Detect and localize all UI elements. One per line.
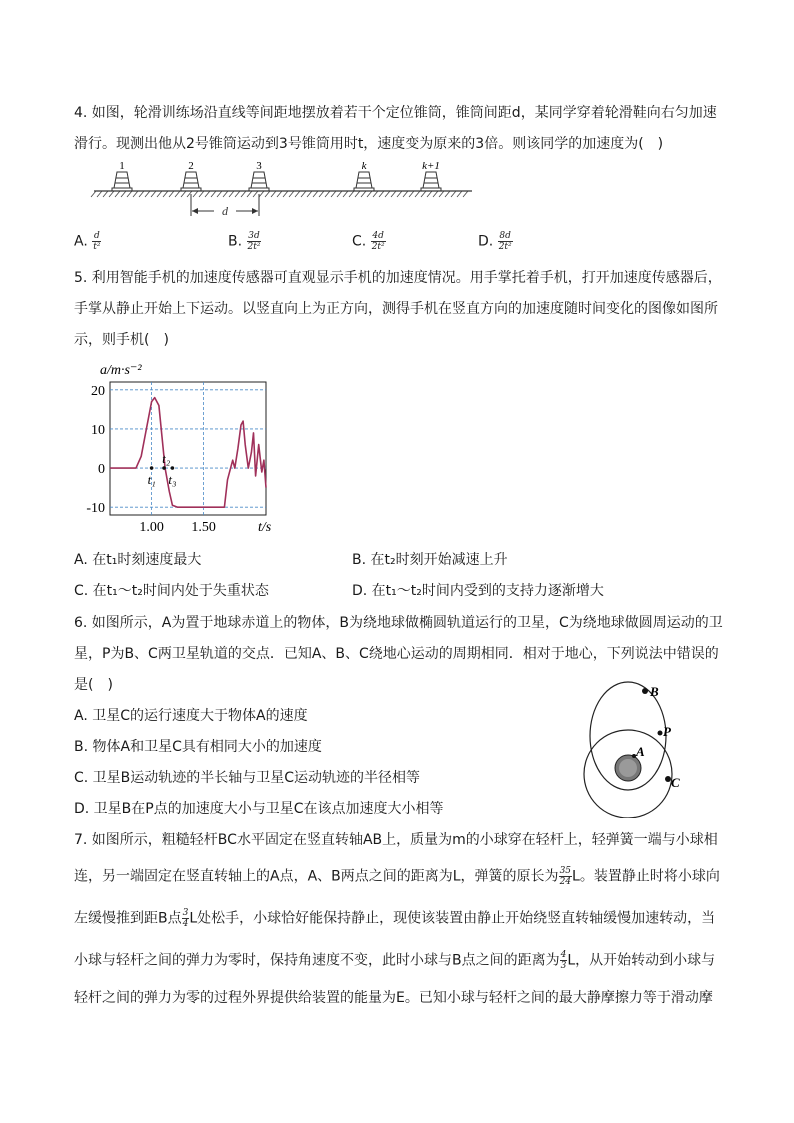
time-marker-label: t₁ bbox=[147, 472, 156, 488]
y-tick-label: 0 bbox=[98, 462, 105, 478]
x-axis-label: t/s bbox=[258, 520, 272, 535]
q6-stem-line1: 6. 如图所示，A为置于地球赤道上的物体，B为绕地球做椭圆轨道运行的卫星，C为绕地球做圆周运动的卫 bbox=[74, 615, 723, 631]
label-p: P bbox=[663, 724, 671, 739]
q7-stem-line2: 连，另一端固定在竖直转轴上的A点，A、B两点之间的距离为L，弹簧的原长为 $\frac{35}{24}$ L。装置静止时将小球向 bbox=[74, 866, 720, 887]
q6-stem-line3: 是( ) bbox=[74, 677, 113, 693]
q4-stem-line2: 滑行。现测出他从2号锥筒运动到3号锥筒用时t，速度变为原来的3倍。则该同学的加速度为( ) bbox=[74, 136, 664, 152]
y-tick-label: 10 bbox=[91, 422, 105, 438]
q4-option-a[interactable]: A. $\frac{d}{\text{t²}}$ bbox=[74, 231, 101, 252]
q4-option-d[interactable]: D. $\frac{8d}{\text{2t²}}$ bbox=[478, 231, 512, 252]
cone-k bbox=[354, 160, 374, 191]
cone-label: 3 bbox=[256, 160, 262, 172]
q5-option-b[interactable]: B. 在t₂时刻开始减速上升 bbox=[352, 552, 508, 568]
cone-2 bbox=[181, 160, 201, 191]
q7-stem-line4: 小球与轻杆之间的弹力为零时，保持角速度不变，此时小球与B点之间的距离为 $\frac{4}{3}$ L，从开始转动到小球与 bbox=[74, 950, 716, 971]
spacing-label: d bbox=[222, 204, 228, 218]
x-tick-label: 1.50 bbox=[191, 520, 216, 535]
q5-stem-line2: 手掌从静止开始上下运动。以竖直向上为正方向，测得手机在竖直方向的加速度随时间变化的图像如图所 bbox=[74, 301, 718, 317]
orbit-figure bbox=[572, 678, 702, 818]
acceleration-chart bbox=[74, 360, 284, 538]
y-tick-label: -10 bbox=[86, 501, 105, 517]
intersection-p-dot bbox=[658, 731, 663, 736]
q7-stem-line3: 左缓慢推到距B点 $\frac{3}{4}$ L处松手，小球恰好能保持静止，现使该装置由静止开始绕竖直转轴缓慢加速转动，当 bbox=[74, 908, 716, 929]
q4-option-c[interactable]: C. $\frac{4d}{\text{2t²}}$ bbox=[352, 231, 385, 252]
label-c: C bbox=[671, 775, 680, 790]
q5-stem-line3: 示，则手机( ) bbox=[74, 332, 169, 348]
plot-frame bbox=[110, 382, 266, 515]
q6-option-b[interactable]: B. 物体A和卫星C具有相同大小的加速度 bbox=[74, 739, 322, 755]
q4-option-b[interactable]: B. $\frac{3d}{\text{2t²}}$ bbox=[228, 231, 261, 252]
q5-stem-line1: 5. 利用智能手机的加速度传感器可直观显示手机的加速度情况。用手掌托着手机，打开加速度传感器后， bbox=[74, 270, 722, 286]
q7-stem-line5: 轻杆之间的弹力为零的过程外界提供给装置的能量为E。已知小球与轻杆之间的最大静摩擦力等于滑动摩 bbox=[74, 990, 713, 1006]
time-marker-dot bbox=[150, 466, 154, 470]
q6-option-c[interactable]: C. 卫星B运动轨迹的半长轴与卫星C运动轨迹的半径相等 bbox=[74, 770, 421, 786]
q7-stem-line1: 7. 如图所示，粗糙轻杆BC水平固定在竖直转轴AB上，质量为m的小球穿在轻杆上，轻弹簧一端与小球相 bbox=[74, 832, 718, 848]
y-axis-label: a/m·s⁻² bbox=[100, 363, 142, 378]
x-tick-label: 1.00 bbox=[139, 520, 164, 535]
cone-label: 1 bbox=[119, 160, 125, 172]
q6-option-d[interactable]: D. 卫星B在P点的加速度大小与卫星C在该点加速度大小相等 bbox=[74, 801, 444, 817]
q5-option-d[interactable]: D. 在t₁～t₂时间内受到的支持力逐渐增大 bbox=[352, 583, 604, 599]
cone-track-figure bbox=[74, 158, 474, 220]
acceleration-series-line bbox=[110, 398, 266, 508]
time-marker-dot bbox=[171, 466, 175, 470]
label-a: A bbox=[636, 744, 645, 759]
spacing-dimension bbox=[191, 194, 259, 218]
q4-stem-line1: 4. 如图，轮滑训练场沿直线等间距地摆放着若干个定位锥筒，锥筒间距d，某同学穿着轮滑鞋向右匀加速 bbox=[74, 105, 717, 121]
label-b: B bbox=[650, 684, 659, 699]
q5-option-a[interactable]: A. 在t₁时刻速度最大 bbox=[74, 552, 202, 568]
cone-label: k+1 bbox=[422, 160, 440, 172]
cone-label: k bbox=[361, 160, 367, 172]
time-marker-label: t₃ bbox=[168, 472, 177, 488]
q5-option-c[interactable]: C. 在t₁～t₂时间内处于失重状态 bbox=[74, 583, 269, 599]
satellite-b-dot bbox=[642, 688, 648, 694]
q6-stem-line2: 星，P为B、C两卫星轨道的交点．已知A、B、C绕地心运动的周期相同．相对于地心，下列说法中错误的 bbox=[74, 646, 719, 662]
cone-3 bbox=[249, 160, 269, 191]
time-marker-dot bbox=[162, 466, 166, 470]
y-tick-label: 20 bbox=[91, 383, 105, 399]
q6-option-a[interactable]: A. 卫星C的运行速度大于物体A的速度 bbox=[74, 708, 308, 724]
cone-1 bbox=[112, 160, 132, 191]
cone-label: 2 bbox=[188, 160, 194, 172]
cone-k-plus-1 bbox=[421, 160, 441, 191]
time-marker-label: t₂ bbox=[162, 451, 171, 467]
